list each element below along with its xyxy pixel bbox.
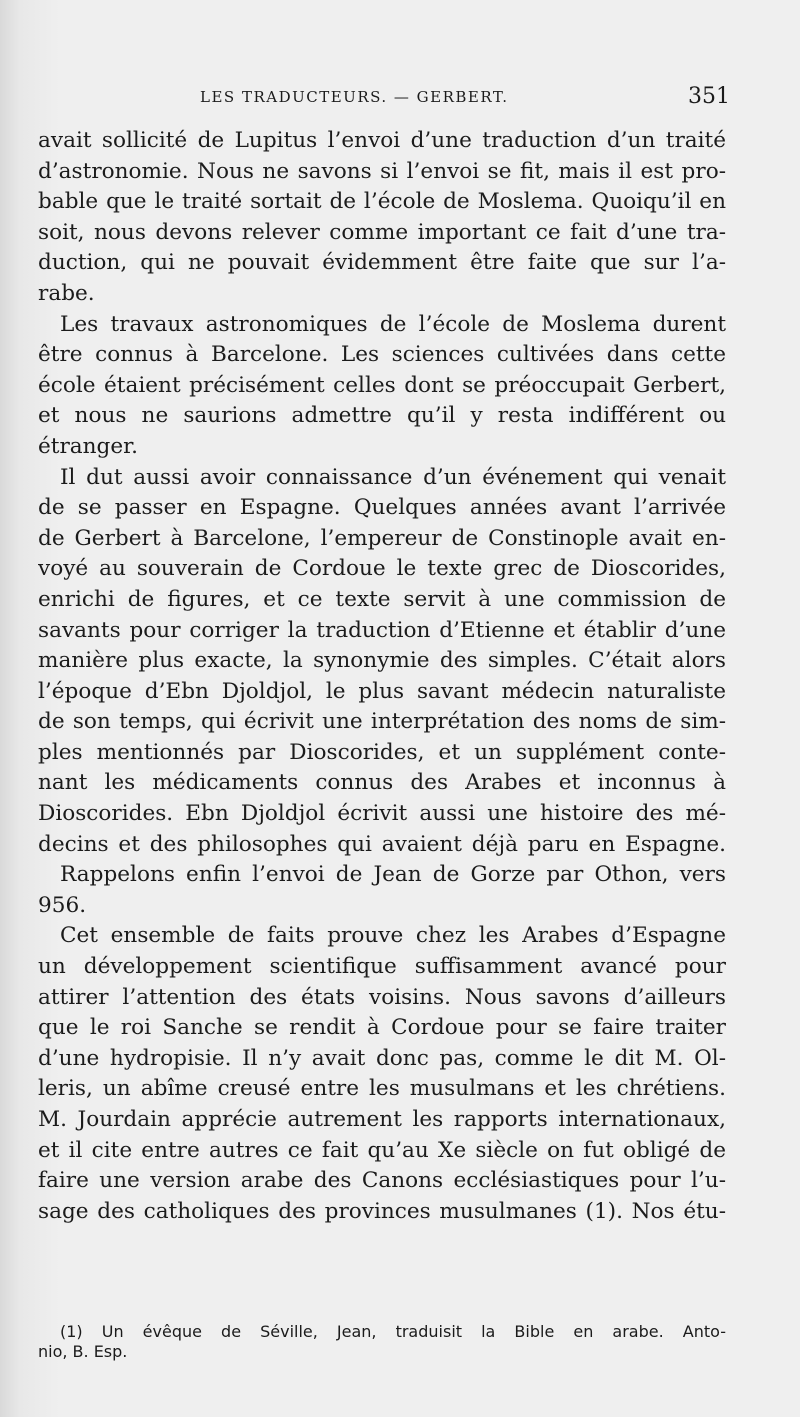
page-header xyxy=(200,84,730,112)
text-line: d’astronomie. Nous ne savons si l’envoi se fit, mais il est pro- xyxy=(38,158,726,184)
text-line: de se passer en Espagne. Quelques années avant l’arrivée xyxy=(38,495,726,521)
text-line: enrichi de figures, et ce texte servit à une commission de xyxy=(38,586,726,612)
text-line: et nous ne saurions admettre qu’il y resta indifférent ou xyxy=(38,403,726,429)
text-line: savants pour corriger la traduction d’Etienne et établir d’une xyxy=(38,617,726,643)
text-line: bable que le traité sortait de l’école de Moslema. Quoiqu’il en xyxy=(38,189,726,215)
text-line: leris, un abîme creusé entre les musulmans et les chrétiens. xyxy=(38,1076,726,1102)
text-line: sage des catholiques des provinces musulmanes (1). Nos étu- xyxy=(38,1198,726,1224)
text-line: école étaient précisément celles dont se préoccupait Gerbert, xyxy=(38,372,726,398)
text-line: soit, nous devons relever comme important ce fait d’une tra- xyxy=(38,219,726,245)
text-line: attirer l’attention des états voisins. Nous savons d’ailleurs xyxy=(38,984,726,1010)
text-line: 956. xyxy=(38,892,87,918)
text-line: Les travaux astronomiques de l’école de Moslema durent xyxy=(60,311,726,337)
footnote-line: (1) Un évêque de Séville, Jean, traduisit la Bible en arabe. Anto- xyxy=(60,1322,726,1341)
text-line: de son temps, qui écrivit une interprétation des noms de sim- xyxy=(38,709,726,735)
text-line: voyé au souverain de Cordoue le texte grec de Dioscorides, xyxy=(38,556,726,582)
text-line: manière plus exacte, la synonymie des simples. C’était alors xyxy=(38,648,726,674)
footnote xyxy=(38,1322,726,1362)
body-text xyxy=(38,126,726,1227)
text-line: de Gerbert à Barcelone, l’empereur de Constinople avait en- xyxy=(38,525,726,551)
text-line: d’une hydropisie. Il n’y avait donc pas, comme le dit M. Ol- xyxy=(38,1045,726,1071)
text-line: que le roi Sanche se rendit à Cordoue pour se faire traiter xyxy=(38,1015,726,1041)
text-line: rabe. xyxy=(38,280,95,306)
text-line: avait sollicité de Lupitus l’envoi d’une traduction d’un traité xyxy=(38,128,726,153)
text-line: et il cite entre autres ce fait qu’au Xe siècle on fut obligé de xyxy=(38,1137,726,1163)
text-line: étranger. xyxy=(38,433,138,459)
text-line: nant les médicaments connus des Arabes et inconnus à xyxy=(38,770,726,796)
text-line: faire une version arabe des Canons ecclésiastiques pour l’u- xyxy=(38,1168,726,1194)
text-line: duction, qui ne pouvait évidemment être faite que sur l’a- xyxy=(38,250,726,276)
text-line: un développement scientifique suffisamment avancé pour xyxy=(38,954,726,980)
footnote-line: nio, B. Esp. xyxy=(38,1342,128,1361)
text-line: l’époque d’Ebn Djoldjol, le plus savant médecin naturaliste xyxy=(38,678,726,704)
running-title: LES TRADUCTEURS. — GERBERT. xyxy=(200,88,509,106)
page-number: 351 xyxy=(688,84,730,109)
text-line: ples mentionnés par Dioscorides, et un supplément conte- xyxy=(38,739,726,765)
text-line: M. Jourdain apprécie autrement les rapports internationaux, xyxy=(38,1107,726,1132)
text-line: Il dut aussi avoir connaissance d’un événement qui venait xyxy=(60,464,726,490)
text-line: Rappelons enfin l’envoi de Jean de Gorze par Othon, vers xyxy=(60,862,726,888)
text-line: decins et des philosophes qui avaient déjà paru en Espagne. xyxy=(38,831,726,857)
text-line: Dioscorides. Ebn Djoldjol écrivit aussi une histoire des mé- xyxy=(38,801,726,827)
text-line: être connus à Barcelone. Les sciences cultivées dans cette xyxy=(38,342,726,368)
text-line: Cet ensemble de faits prouve chez les Arabes d’Espagne xyxy=(60,923,726,949)
